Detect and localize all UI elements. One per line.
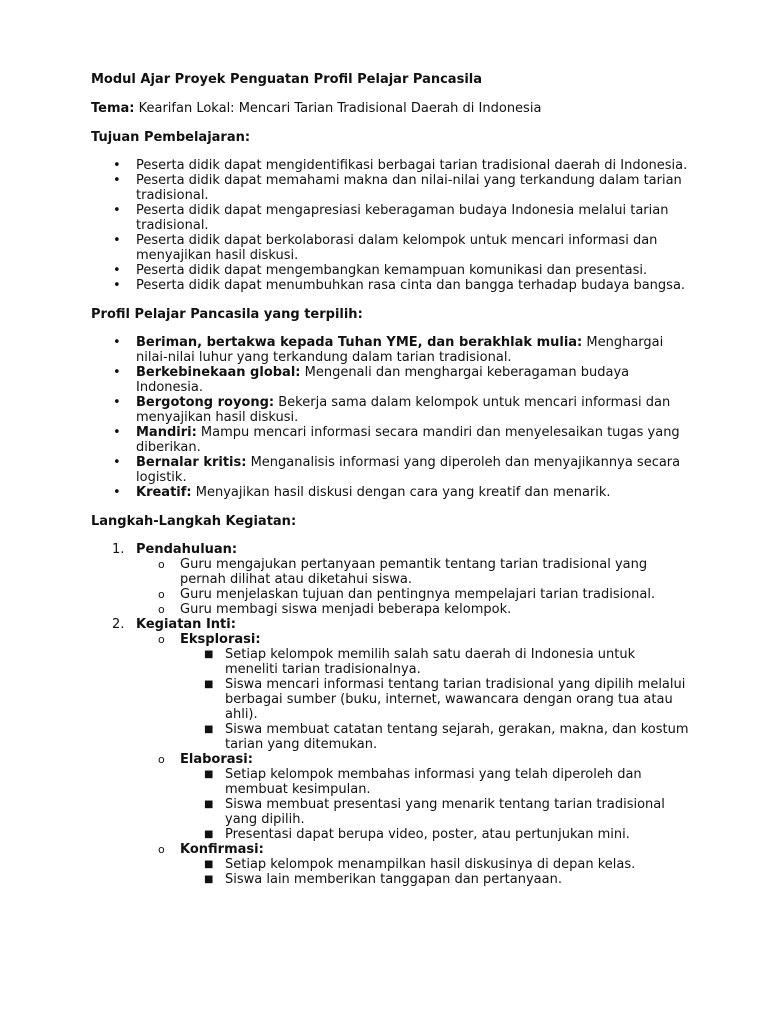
profil-label: Berkebinekaan global: [136, 365, 301, 380]
list-item [180, 647, 691, 677]
circle-bullet-icon: o [158, 558, 165, 571]
list-item [91, 158, 691, 173]
kegiatan-inti-list [136, 632, 691, 887]
profil-text: Menganalisis informasi yang diperoleh dan menyajikannya secara logistik. [136, 455, 681, 485]
list-item [91, 173, 691, 203]
list-item [180, 797, 691, 827]
elaborasi-list [180, 767, 691, 842]
step-item-pendahuluan [91, 542, 691, 617]
list-item-text: Peserta didik dapat menumbuhkan rasa cinta dan bangga terhadap budaya bangsa. [136, 278, 686, 293]
list-item [91, 203, 691, 233]
profil-list [91, 335, 691, 500]
profil-label: Mandiri: [136, 425, 197, 440]
bullet-icon: • [113, 173, 121, 188]
list-item [91, 425, 691, 455]
list-item-text: Peserta didik dapat mengidentifikasi berbagai tarian tradisional daerah di Indonesia. [136, 158, 688, 173]
tujuan-heading: Tujuan Pembelajaran: [91, 130, 251, 145]
sub-step-elaborasi [136, 752, 691, 842]
sub-step-eksplorasi [136, 632, 691, 752]
circle-bullet-icon: o [158, 843, 165, 856]
bullet-icon: • [113, 263, 121, 278]
step-label: Kegiatan Inti: [136, 617, 236, 632]
list-item-text: Guru mengajukan pertanyaan pemantik tentang tarian tradisional yang pernah dilihat atau diketahui siswa. [180, 557, 648, 587]
list-item-text: Peserta didik dapat berkolaborasi dalam kelompok untuk mencari informasi dan menyajikan hasil diskusi. [136, 233, 658, 263]
list-item-text: Siswa mencari informasi tentang tarian tradisional yang dipilih melalui berbagai sumber (buku, internet, wawancara dengan orang tua atau ahli). [225, 677, 686, 722]
langkah-list [91, 542, 691, 887]
profil-text: Bekerja sama dalam kelompok untuk mencari informasi dan menyajikan hasil diskusi. [136, 395, 671, 425]
square-bullet-icon: ■ [204, 859, 214, 870]
bullet-icon: • [113, 455, 121, 470]
pendahuluan-list [136, 557, 691, 617]
square-bullet-icon: ■ [204, 679, 214, 690]
profil-label: Beriman, bertakwa kepada Tuhan YME, dan berakhlak mulia: [136, 335, 583, 350]
sub-step-label: Elaborasi: [180, 752, 253, 767]
list-item-text: Presentasi dapat berupa video, poster, atau pertunjukan mini. [225, 827, 630, 842]
tujuan-list [91, 158, 691, 293]
square-bullet-icon: ■ [204, 769, 214, 780]
list-item-text: Siswa membuat catatan tentang sejarah, gerakan, makna, dan kostum tarian yang ditemukan. [225, 722, 689, 752]
circle-bullet-icon: o [158, 603, 165, 616]
profil-label: Kreatif: [136, 485, 192, 500]
circle-bullet-icon: o [158, 588, 165, 601]
step-item-kegiatan-inti [91, 617, 691, 887]
list-item-text: Peserta didik dapat memahami makna dan nilai-nilai yang terkandung dalam tarian tradisional. [136, 173, 682, 203]
konfirmasi-list [180, 857, 691, 887]
eksplorasi-list [180, 647, 691, 752]
bullet-icon: • [113, 365, 121, 380]
list-item [136, 587, 691, 602]
circle-bullet-icon: o [158, 633, 165, 646]
profil-label: Bergotong royong: [136, 395, 275, 410]
step-label: Pendahuluan: [136, 542, 238, 557]
langkah-heading: Langkah-Langkah Kegiatan: [91, 514, 297, 529]
list-item [91, 395, 691, 425]
list-item [136, 602, 691, 617]
step-number: 2. [112, 617, 125, 632]
square-bullet-icon: ■ [204, 874, 214, 885]
document-body [91, 72, 691, 887]
bullet-icon: • [113, 395, 121, 410]
list-item [91, 233, 691, 263]
bullet-icon: • [113, 278, 121, 293]
step-number: 1. [112, 542, 125, 557]
bullet-icon: • [113, 425, 121, 440]
bullet-icon: • [113, 203, 121, 218]
bullet-icon: • [113, 233, 121, 248]
profil-text: Menghargai nilai-nilai luhur yang terkandung dalam tarian tradisional. [136, 335, 664, 365]
list-item-text: Peserta didik dapat mengembangkan kemampuan komunikasi dan presentasi. [136, 263, 648, 278]
profil-text: Mampu mencari informasi secara mandiri dan menyelesaikan tugas yang diberikan. [136, 425, 680, 455]
tema-label: Tema: [91, 101, 135, 116]
list-item-text: Setiap kelompok memilih salah satu daerah di Indonesia untuk meneliti tarian tradisionalnya. [225, 647, 636, 677]
profil-text: Menyajikan hasil diskusi dengan cara yang kreatif dan menarik. [191, 485, 611, 500]
sub-step-label: Konfirmasi: [180, 842, 264, 857]
list-item-text: Guru membagi siswa menjadi beberapa kelompok. [180, 602, 512, 617]
list-item-text: Guru menjelaskan tujuan dan pentingnya mempelajari tarian tradisional. [180, 587, 656, 602]
list-item [91, 263, 691, 278]
list-item [180, 872, 691, 887]
list-item [91, 278, 691, 293]
list-item [180, 827, 691, 842]
sub-step-konfirmasi [136, 842, 691, 887]
list-item [180, 677, 691, 722]
list-item [136, 557, 691, 587]
list-item-text: Setiap kelompok membahas informasi yang telah diperoleh dan membuat kesimpulan. [225, 767, 642, 797]
list-item-text: Peserta didik dapat mengapresiasi keberagaman budaya Indonesia melalui tarian tradisional. [136, 203, 669, 233]
square-bullet-icon: ■ [204, 799, 214, 810]
list-item [180, 857, 691, 872]
tema-line [91, 101, 691, 116]
sub-step-label: Eksplorasi: [180, 632, 261, 647]
list-item [180, 722, 691, 752]
circle-bullet-icon: o [158, 753, 165, 766]
list-item [91, 485, 691, 500]
list-item [180, 767, 691, 797]
list-item-text: Setiap kelompok menampilkan hasil diskusinya di depan kelas. [225, 857, 636, 872]
list-item-text: Siswa membuat presentasi yang menarik tentang tarian tradisional yang dipilih. [225, 797, 665, 827]
list-item [91, 455, 691, 485]
square-bullet-icon: ■ [204, 649, 214, 660]
bullet-icon: • [113, 335, 121, 350]
bullet-icon: • [113, 485, 121, 500]
square-bullet-icon: ■ [204, 724, 214, 735]
list-item [91, 365, 691, 395]
bullet-icon: • [113, 158, 121, 173]
document-title: Modul Ajar Proyek Penguatan Profil Pelajar Pancasila [91, 72, 483, 87]
list-item-text: Siswa lain memberikan tanggapan dan pertanyaan. [225, 872, 562, 887]
list-item [91, 335, 691, 365]
square-bullet-icon: ■ [204, 829, 214, 840]
profil-text: Mengenali dan menghargai keberagaman budaya Indonesia. [136, 365, 630, 395]
tema-text: Kearifan Lokal: Mencari Tarian Tradisional Daerah di Indonesia [134, 101, 542, 116]
profil-heading: Profil Pelajar Pancasila yang terpilih: [91, 307, 363, 322]
profil-label: Bernalar kritis: [136, 455, 247, 470]
